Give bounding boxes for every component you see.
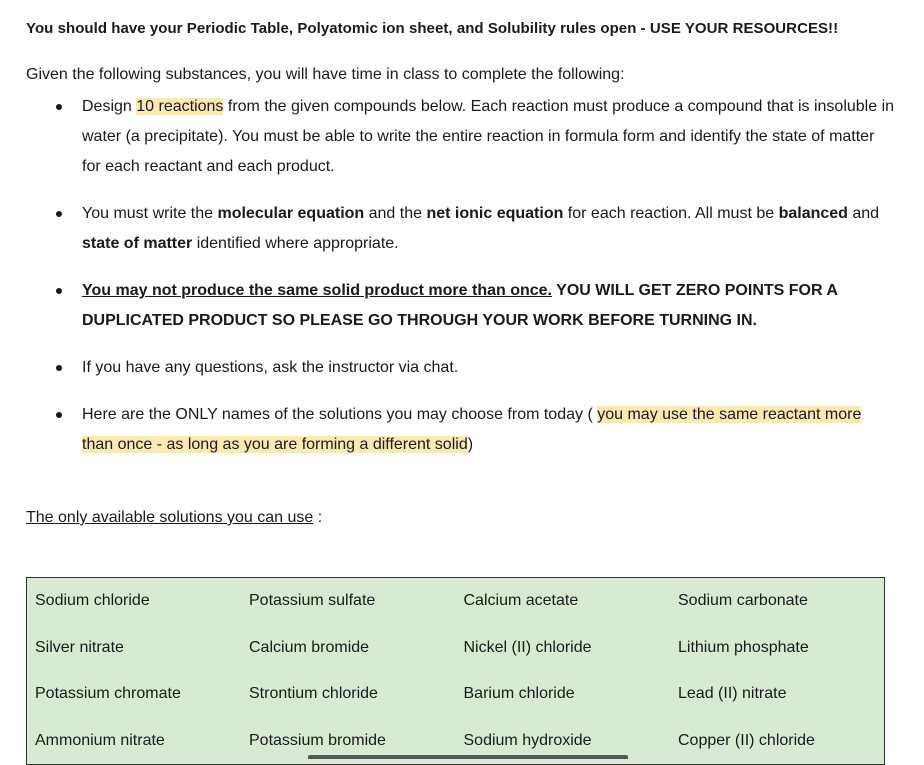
bullet-icon — [56, 412, 62, 418]
list-item: Design 10 reactions from the given compounds below. Each reaction must produce a compound that is insoluble in water (a precipitate). You must be able to write the entire reaction in formula form and identify the state of matter for each reactant and each product. — [56, 92, 896, 182]
available-solutions-label: The only available solutions you can use : — [26, 509, 323, 526]
table-cell: Lead (II) nitrate — [678, 685, 787, 703]
table-cell: Lithium phosphate — [678, 638, 809, 656]
highlighted-text: you may use the same reactant more than once - as long as you are forming a different solid — [82, 406, 862, 453]
page-header: You should have your Periodic Table, Polyatomic ion sheet, and Solubility rules open - USE YOUR RESOURCES!! — [26, 20, 839, 37]
table-cell: Sodium carbonate — [678, 592, 808, 610]
table-row — [27, 671, 885, 718]
warning-underlined: You may not produce the same solid product more than once. — [82, 282, 552, 299]
solutions-table — [26, 577, 885, 765]
table-row — [27, 578, 885, 625]
table-cell: Barium chloride — [463, 685, 575, 703]
table-cell: Potassium bromide — [249, 731, 386, 749]
table-cell: Sodium hydroxide — [463, 731, 592, 749]
table-cell: Potassium chromate — [35, 685, 181, 703]
bullet-icon — [56, 211, 62, 217]
bullet-icon — [56, 365, 62, 371]
table-cell: Silver nitrate — [35, 638, 124, 656]
bullet-icon — [56, 104, 62, 110]
table-row — [27, 625, 885, 672]
list-item — [56, 276, 896, 336]
bullet-icon — [56, 288, 62, 294]
scroll-handle[interactable] — [308, 755, 628, 759]
list-item: You must write the molecular equation and the net ionic equation for each reaction. All must be balanced and state of matter identified where appropriate. — [56, 199, 896, 259]
warning-text: YOU WILL GET ZERO POINTS FOR A DUPLICATED PRODUCT SO PLEASE GO THROUGH YOUR WORK BEFORE TURNING IN. — [82, 282, 838, 329]
table-cell: Ammonium nitrate — [35, 731, 165, 749]
table-cell: Calcium bromide — [249, 638, 370, 656]
highlighted-text: 10 reactions — [136, 98, 224, 115]
table-cell: Sodium chloride — [35, 592, 150, 610]
table-cell: Copper (II) chloride — [678, 731, 815, 749]
table-cell: Nickel (II) chloride — [463, 638, 592, 656]
intro-text: Given the following substances, you will have time in class to complete the following: — [26, 66, 625, 83]
list-item: If you have any questions, ask the instructor via chat. — [56, 353, 896, 383]
table-cell: Calcium acetate — [463, 592, 579, 610]
instructions-list — [56, 92, 896, 477]
table-cell: Potassium sulfate — [249, 592, 376, 610]
table-cell: Strontium chloride — [249, 685, 378, 703]
list-item: Here are the ONLY names of the solutions you may choose from today ( you may use the same reactant more than once - as long as you are forming a different solid) — [56, 400, 896, 460]
